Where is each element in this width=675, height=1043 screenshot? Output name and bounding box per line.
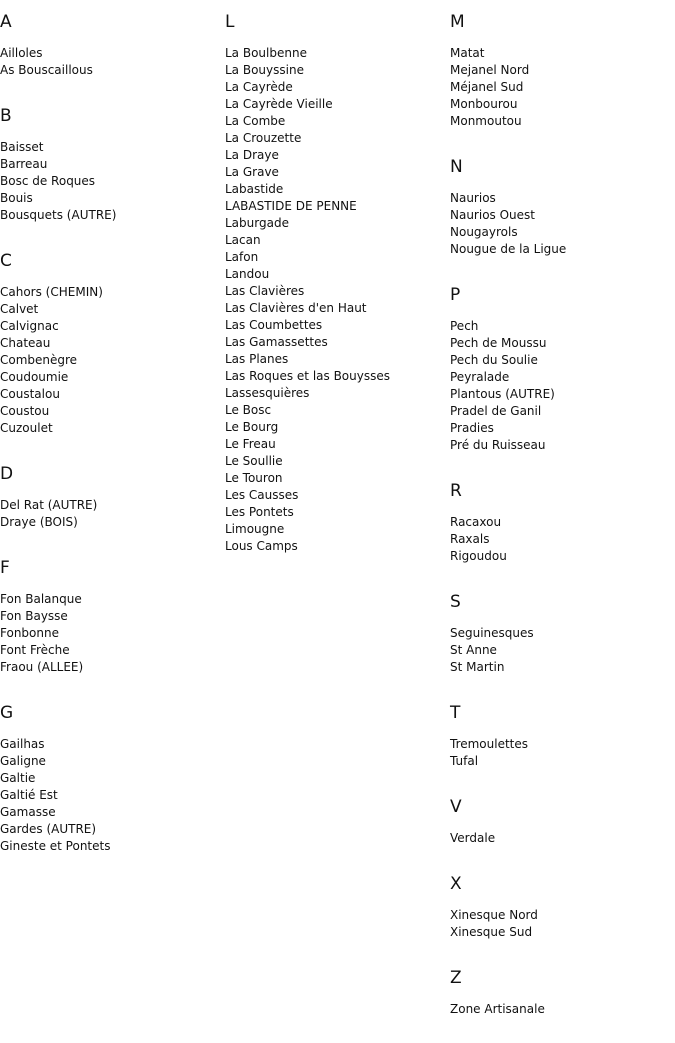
- letter-heading: C: [0, 251, 12, 271]
- street-link-pradel-de-ganil[interactable]: Pradel de Ganil: [450, 404, 542, 418]
- index-column-3: [450, 10, 670, 1043]
- street-link-cahors-chemin[interactable]: Cahors (CHEMIN): [0, 285, 103, 299]
- letter-heading: N: [450, 157, 463, 177]
- letter-section-c: [0, 249, 220, 437]
- letter-section-g: [0, 701, 220, 855]
- street-link-gardes-autre[interactable]: Gardes (AUTRE): [0, 822, 97, 836]
- letter-section-s: [450, 590, 670, 676]
- street-link-st-martin[interactable]: St Martin: [450, 660, 505, 674]
- street-link-del-rat-autre[interactable]: Del Rat (AUTRE): [0, 498, 98, 512]
- street-link-labastide-de-penne[interactable]: LABASTIDE DE PENNE: [225, 199, 357, 213]
- letter-heading: V: [450, 797, 462, 817]
- street-link-coustou[interactable]: Coustou: [0, 404, 50, 418]
- letter-section-f: [0, 556, 220, 676]
- street-link-fonbonne[interactable]: Fonbonne: [0, 626, 59, 640]
- letter-section-t: [450, 701, 670, 770]
- street-link-bouis[interactable]: Bouis: [0, 191, 33, 205]
- street-link-xinesque-nord[interactable]: Xinesque Nord: [450, 908, 538, 922]
- street-link-le-freau[interactable]: Le Freau: [225, 437, 276, 451]
- street-link-monmoutou[interactable]: Monmoutou: [450, 114, 522, 128]
- street-link-font-freche[interactable]: Font Frèche: [0, 643, 70, 657]
- street-link-peyralade[interactable]: Peyralade: [450, 370, 510, 384]
- street-link-galtie[interactable]: Galtie: [0, 771, 36, 785]
- street-link-fraou-allee[interactable]: Fraou (ALLEE): [0, 660, 84, 674]
- street-link-pech[interactable]: Pech: [450, 319, 479, 333]
- street-link-las-roques-et-las-bouysses[interactable]: Las Roques et las Bouysses: [225, 369, 390, 383]
- street-link-draye-bois[interactable]: Draye (BOIS): [0, 515, 78, 529]
- street-link-le-bourg[interactable]: Le Bourg: [225, 420, 279, 434]
- street-link-coudoumie[interactable]: Coudoumie: [0, 370, 69, 384]
- letter-heading: G: [0, 703, 14, 723]
- street-link-las-clavieres-d-en-haut[interactable]: Las Clavières d'en Haut: [225, 301, 367, 315]
- street-link-pradies[interactable]: Pradies: [450, 421, 494, 435]
- letter-section-b: [0, 104, 220, 224]
- street-link-monbourou[interactable]: Monbourou: [450, 97, 518, 111]
- street-link-la-combe[interactable]: La Combe: [225, 114, 286, 128]
- letter-section-m: [450, 10, 670, 130]
- street-link-chateau[interactable]: Chateau: [0, 336, 51, 350]
- street-link-galigne[interactable]: Galigne: [0, 754, 46, 768]
- letter-heading: P: [450, 285, 461, 305]
- letter-heading: R: [450, 481, 462, 501]
- street-link-xinesque-sud[interactable]: Xinesque Sud: [450, 925, 533, 939]
- street-link-nougue-de-la-ligue[interactable]: Nougue de la Ligue: [450, 242, 567, 256]
- street-link-la-bouyssine[interactable]: La Bouyssine: [225, 63, 304, 77]
- letter-section-p: [450, 283, 670, 454]
- letter-heading: A: [0, 12, 12, 32]
- street-link-st-anne[interactable]: St Anne: [450, 643, 497, 657]
- letter-section-l: [225, 10, 445, 555]
- street-link-coustalou[interactable]: Coustalou: [0, 387, 60, 401]
- street-link-les-causses[interactable]: Les Causses: [225, 488, 299, 502]
- index-column-2: [225, 10, 445, 580]
- street-link-la-boulbenne[interactable]: La Boulbenne: [225, 46, 307, 60]
- street-link-le-bosc[interactable]: Le Bosc: [225, 403, 272, 417]
- street-link-las-clavieres[interactable]: Las Clavières: [225, 284, 305, 298]
- street-link-lous-camps[interactable]: Lous Camps: [225, 539, 298, 553]
- letter-heading: Z: [450, 968, 462, 988]
- letter-heading: T: [450, 703, 461, 723]
- street-link-zone-artisanale[interactable]: Zone Artisanale: [450, 1002, 545, 1016]
- street-link-ailloles[interactable]: Ailloles: [0, 46, 43, 60]
- letter-heading: B: [0, 106, 12, 126]
- street-link-la-cayrede-vieille[interactable]: La Cayrède Vieille: [225, 97, 333, 111]
- letter-heading: F: [0, 558, 10, 578]
- street-link-baisset[interactable]: Baisset: [0, 140, 44, 154]
- street-link-gamasse[interactable]: Gamasse: [0, 805, 56, 819]
- letter-heading: L: [225, 12, 235, 32]
- street-link-cuzoulet[interactable]: Cuzoulet: [0, 421, 53, 435]
- street-link-limougne[interactable]: Limougne: [225, 522, 285, 536]
- letter-section-r: [450, 479, 670, 565]
- letter-heading: S: [450, 592, 461, 612]
- street-link-les-pontets[interactable]: Les Pontets: [225, 505, 294, 519]
- street-link-lacan[interactable]: Lacan: [225, 233, 261, 247]
- letter-section-x: [450, 872, 670, 941]
- street-link-fon-balanque[interactable]: Fon Balanque: [0, 592, 82, 606]
- street-link-pech-du-soulie[interactable]: Pech du Soulie: [450, 353, 538, 367]
- street-link-gailhas[interactable]: Gailhas: [0, 737, 45, 751]
- index-column-1: [0, 10, 220, 880]
- street-link-tremoulettes[interactable]: Tremoulettes: [450, 737, 529, 751]
- street-link-tufal[interactable]: Tufal: [450, 754, 479, 768]
- street-link-labastide[interactable]: Labastide: [225, 182, 284, 196]
- street-link-combenegre[interactable]: Combenègre: [0, 353, 78, 367]
- street-link-rigoudou[interactable]: Rigoudou: [450, 549, 507, 563]
- street-link-pre-du-ruisseau[interactable]: Pré du Ruisseau: [450, 438, 546, 452]
- street-link-as-bouscaillous[interactable]: As Bouscaillous: [0, 63, 93, 77]
- street-link-las-coumbettes[interactable]: Las Coumbettes: [225, 318, 323, 332]
- letter-section-n: [450, 155, 670, 258]
- street-link-naurios[interactable]: Naurios: [450, 191, 496, 205]
- street-link-mejanel-nord[interactable]: Mejanel Nord: [450, 63, 530, 77]
- letter-section-v: [450, 795, 670, 847]
- street-link-nougayrols[interactable]: Nougayrols: [450, 225, 518, 239]
- street-link-calvet[interactable]: Calvet: [0, 302, 39, 316]
- letter-section-a: [0, 10, 220, 79]
- street-link-lassesquieres[interactable]: Lassesquières: [225, 386, 310, 400]
- street-link-naurios-ouest[interactable]: Naurios Ouest: [450, 208, 536, 222]
- street-link-la-crouzette[interactable]: La Crouzette: [225, 131, 302, 145]
- street-link-pech-de-moussu[interactable]: Pech de Moussu: [450, 336, 547, 350]
- street-link-gineste-et-pontets[interactable]: Gineste et Pontets: [0, 839, 111, 853]
- street-link-galtie-est[interactable]: Galtié Est: [0, 788, 58, 802]
- street-link-barreau[interactable]: Barreau: [0, 157, 48, 171]
- street-link-le-touron[interactable]: Le Touron: [225, 471, 283, 485]
- street-link-calvignac[interactable]: Calvignac: [0, 319, 59, 333]
- street-link-mejanel-sud[interactable]: Méjanel Sud: [450, 80, 524, 94]
- street-link-bosc-de-roques[interactable]: Bosc de Roques: [0, 174, 96, 188]
- street-link-las-planes[interactable]: Las Planes: [225, 352, 289, 366]
- letter-heading: M: [450, 12, 465, 32]
- letter-section-d: [0, 462, 220, 531]
- letter-heading: D: [0, 464, 14, 484]
- street-link-seguinesques[interactable]: Seguinesques: [450, 626, 534, 640]
- letter-section-z: [450, 966, 670, 1018]
- street-link-la-grave[interactable]: La Grave: [225, 165, 279, 179]
- street-link-las-gamassettes[interactable]: Las Gamassettes: [225, 335, 328, 349]
- letter-heading: X: [450, 874, 462, 894]
- street-link-bousquets-autre[interactable]: Bousquets (AUTRE): [0, 208, 117, 222]
- street-link-le-soullie[interactable]: Le Soullie: [225, 454, 283, 468]
- street-link-racaxou[interactable]: Racaxou: [450, 515, 502, 529]
- street-link-matat[interactable]: Matat: [450, 46, 485, 60]
- street-link-laburgade[interactable]: Laburgade: [225, 216, 289, 230]
- street-link-lafon[interactable]: Lafon: [225, 250, 259, 264]
- street-link-plantous-autre[interactable]: Plantous (AUTRE): [450, 387, 555, 401]
- street-link-landou[interactable]: Landou: [225, 267, 270, 281]
- street-link-raxals[interactable]: Raxals: [450, 532, 490, 546]
- street-link-verdale[interactable]: Verdale: [450, 831, 496, 845]
- street-link-fon-baysse[interactable]: Fon Baysse: [0, 609, 68, 623]
- street-link-la-cayrede[interactable]: La Cayrède: [225, 80, 293, 94]
- street-link-la-draye[interactable]: La Draye: [225, 148, 279, 162]
